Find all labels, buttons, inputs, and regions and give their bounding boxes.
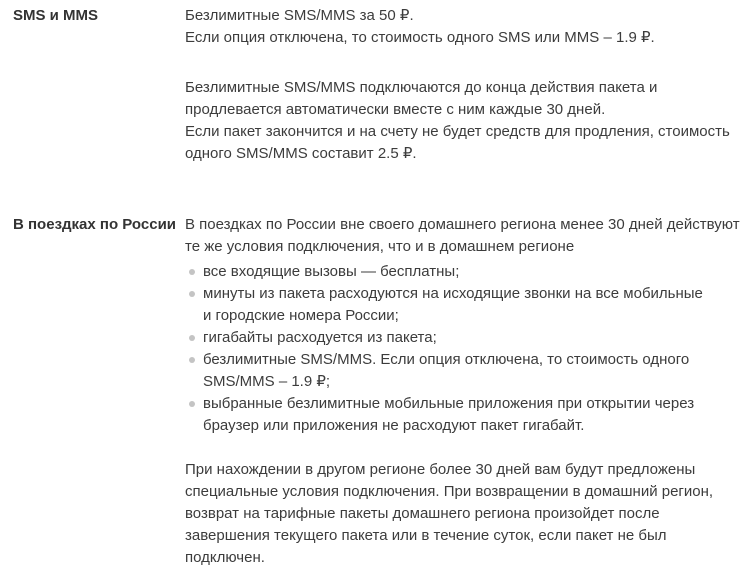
list-item (185, 261, 741, 283)
text-line: В поездках по России вне своего домашнего региона менее 30 дней действуют (185, 216, 740, 233)
text-line: и городские номера России; (203, 307, 399, 324)
tariff-row-sms-mms (0, 5, 741, 165)
list-item (185, 327, 741, 349)
text-line: браузер или приложения не расходуют пакет гигабайт. (203, 417, 585, 434)
text-line: Если опция отключена, то стоимость одного SMS или MMS – 1.9 ₽. (185, 29, 655, 46)
list-item (185, 393, 741, 437)
text-line: гигабайты расходуется из пакета; (203, 329, 437, 346)
list-item (185, 283, 741, 327)
paragraph-travel-outro (185, 459, 741, 569)
text-line: одного SMS/MMS составит 2.5 ₽. (185, 145, 417, 162)
row-label-travel-russia: В поездках по России (13, 216, 177, 233)
text-line: продлевается автоматически вместе с ним каждые 30 дней. (185, 101, 606, 118)
text-line: безлимитные SMS/MMS. Если опция отключена, то стоимость одного (203, 351, 690, 368)
text-line: все входящие вызовы — бесплатны; (203, 263, 460, 280)
text-line: минуты из пакета расходуются на исходящие звонки на все мобильные (203, 285, 703, 302)
text-line: Безлимитные SMS/MMS за 50 ₽. (185, 7, 414, 24)
text-line: При нахождении в другом регионе более 30 дней вам будут предложены (185, 461, 696, 478)
paragraph-sms-price (185, 5, 741, 49)
paragraph-sms-renewal (185, 77, 741, 165)
row-label-sms-mms: SMS и MMS (13, 7, 99, 24)
text-line: Безлимитные SMS/MMS подключаются до конца действия пакета и (185, 79, 658, 96)
paragraph-travel-intro (185, 214, 741, 258)
text-line: специальные условия подключения. При возвращении в домашний регион, (185, 483, 714, 500)
travel-conditions-list (185, 261, 741, 437)
row-content-sms-mms (185, 5, 741, 165)
text-line: SMS/MMS – 1.9 ₽; (203, 373, 331, 390)
list-item (185, 349, 741, 393)
text-line: Если пакет закончится и на счету не будет средств для продления, стоимость (185, 123, 730, 140)
text-line: подключен. (185, 549, 265, 566)
text-line: завершения текущего пакета или в течение суток, если пакет не был (185, 527, 667, 544)
text-line: возврат на тарифные пакеты домашнего региона произойдет после (185, 505, 660, 522)
row-content-travel-russia (185, 214, 741, 569)
tariff-row-travel-russia (0, 214, 741, 569)
text-line: выбранные безлимитные мобильные приложения при открытии через (203, 395, 695, 412)
text-line: те же условия подключения, что и в домашнем регионе (185, 238, 575, 255)
